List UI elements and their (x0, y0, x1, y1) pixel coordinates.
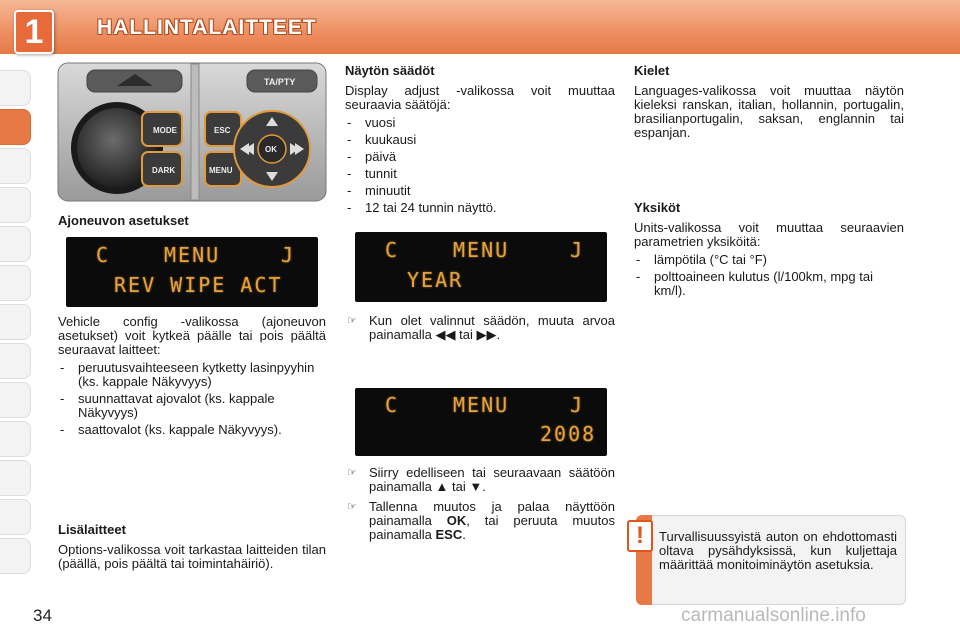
display-adjust-section (345, 64, 615, 218)
chapter-tab[interactable] (0, 148, 31, 184)
safety-warning-text: Turvallisuussyistä auton on ehdottomasti oltava pysähdyksissä, kun kuljettaja määrittää monitoiminäytön asetuksia. (659, 529, 897, 572)
chapter-tab[interactable] (0, 499, 31, 535)
mode-button[interactable]: MODE (153, 126, 177, 135)
chapter-tab[interactable] (0, 265, 31, 301)
accessories-section (58, 523, 326, 575)
up-arrow-icon: ▲ (435, 479, 449, 494)
units-section (634, 201, 904, 301)
chapter-tab-active[interactable] (0, 109, 31, 145)
vehicle-settings-body (58, 315, 326, 440)
accessories-heading: Lisälaitteet (58, 522, 126, 537)
lcd-line1-mid: MENU (453, 393, 510, 417)
chapter-tab[interactable] (0, 187, 31, 223)
lcd-year (355, 232, 607, 302)
vehicle-settings-heading: Ajoneuvon asetukset (58, 213, 189, 228)
navigation-notes (345, 466, 615, 548)
accessories-text: Options-valikossa voit tarkastaa laitteiden tilan (päällä, pois päältä tai toimintahäiriö). (58, 542, 326, 571)
pointing-hand-icon: ☞ (347, 315, 357, 327)
lcd-line1-right: J (570, 393, 585, 417)
down-arrow-icon: ▼ (469, 479, 483, 494)
change-value-note (345, 314, 615, 348)
ok-button[interactable]: OK (265, 145, 277, 154)
list-item: - vuosi (345, 116, 615, 130)
page-number: 34 (33, 606, 52, 625)
esc-button[interactable]: ESC (214, 126, 231, 135)
dark-button[interactable]: DARK (152, 166, 176, 175)
chapter-number-badge: 1 (14, 10, 54, 54)
lcd-2008 (355, 388, 607, 456)
list-item: - tunnit (345, 167, 615, 181)
list-item: - lämpötila (°C tai °F) (634, 253, 904, 267)
lcd-line2: YEAR (407, 268, 464, 292)
units-heading: Yksiköt (634, 200, 681, 215)
menu-button[interactable]: MENU (209, 166, 233, 175)
chapter-tab[interactable] (0, 226, 31, 262)
list-item: - saattovalot (ks. kappale Näkyvyys). (58, 423, 326, 437)
chapter-tab[interactable] (0, 382, 31, 418)
chapter-tab[interactable] (0, 538, 31, 574)
pointing-hand-icon: ☞ (347, 467, 357, 479)
chapter-tabs (0, 70, 34, 577)
list-item: - 12 tai 24 tunnin näyttö. (345, 201, 615, 215)
lcd-line1-left: C (96, 243, 111, 267)
pointing-hand-icon: ☞ (347, 501, 357, 513)
languages-section (634, 64, 904, 144)
lcd-line2: 2008 (540, 422, 597, 446)
list-item: - päivä (345, 150, 615, 164)
lcd-line2: REV WIPE ACT (114, 273, 283, 297)
chapter-tab[interactable] (0, 304, 31, 340)
note-change-value: ☞ Kun olet valinnut säädön, muuta arvoa painamalla ◀◀ tai ▶▶. (347, 313, 615, 342)
lcd-line1-left: C (385, 238, 400, 262)
display-adjust-intro: Display adjust -valikossa voit muuttaa seuraavia säätöjä: (345, 83, 615, 112)
chapter-tab[interactable] (0, 70, 31, 106)
lcd-line1-mid: MENU (164, 243, 221, 267)
lcd-line1-left: C (385, 393, 400, 417)
display-adjust-heading: Näytön säädöt (345, 63, 435, 78)
units-list (634, 253, 904, 298)
watermark: carmanualsonline.info (681, 605, 866, 626)
lcd-line1-right: J (281, 243, 296, 267)
list-item: - polttoaineen kulutus (l/100km, mpg tai km/l). (634, 270, 904, 298)
lcd-line1-right: J (570, 238, 585, 262)
exclamation-warning-icon: ! (627, 520, 653, 552)
vehicle-settings-intro: Vehicle config -valikossa (ajoneuvon asetukset) voit kytkeä päälle tai pois päältä seuraavat laitteet: (58, 314, 326, 357)
display-adjust-list (345, 116, 615, 215)
chapter-tab[interactable] (0, 343, 31, 379)
chapter-header-bar (0, 0, 960, 54)
note-save: ☞ Tallenna muutos ja palaa näyttöön painamalla OK, tai peruuta muutos painamalla ESC. (347, 499, 615, 542)
units-intro: Units-valikossa voit muuttaa seuraavien parametrien yksiköitä: (634, 220, 904, 249)
list-item: - suunnattavat ajovalot (ks. kappale Näkyvyys) (58, 392, 326, 420)
list-item: - minuutit (345, 184, 615, 198)
fast-forward-icon: ▶▶ (476, 327, 497, 342)
vehicle-settings-list (58, 361, 326, 437)
lcd-line1-mid: MENU (453, 238, 510, 262)
chapter-tab[interactable] (0, 421, 31, 457)
lcd-vehicle-config (66, 237, 318, 307)
languages-heading: Kielet (634, 63, 670, 78)
vehicle-settings-section (58, 214, 326, 234)
ta-pty-button[interactable]: TA/PTY (264, 77, 296, 87)
control-panel-photo (57, 62, 327, 202)
note-navigate: ☞ Siirry edelliseen tai seuraavaan säätöön painamalla ▲ tai ▼. (347, 465, 615, 494)
list-item: - kuukausi (345, 133, 615, 147)
languages-text: Languages-valikossa voit muuttaa näytön kieleksi ranskan, italian, hollannin, portugalin, brasilianportugalin, saksan, englannin tai espanjan. (634, 83, 904, 140)
chapter-title: HALLINTALAITTEET (97, 16, 317, 39)
list-item: - peruutusvaihteeseen kytketty lasinpyyhin (ks. kappale Näkyvyys) (58, 361, 326, 389)
rewind-icon: ◀◀ (435, 327, 456, 342)
chapter-tab[interactable] (0, 460, 31, 496)
